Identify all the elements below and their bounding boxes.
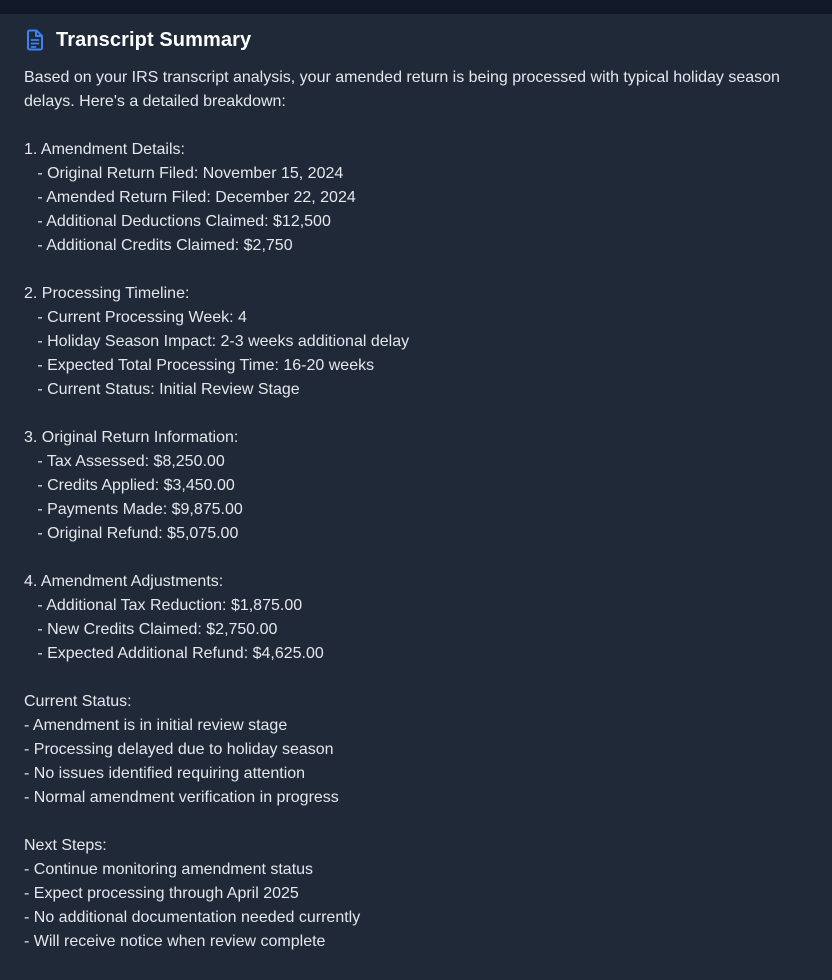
list-item: - Original Refund: $5,075.00 xyxy=(24,525,239,542)
list-item: - Amended Return Filed: December 22, 2024 xyxy=(24,189,356,206)
list-item: - Additional Credits Claimed: $2,750 xyxy=(24,237,293,254)
intro-paragraph: Based on your IRS transcript analysis, your amended return is being processed with typical holiday season delays. Here's a detailed breakdown: xyxy=(24,69,780,110)
list-item: - Tax Assessed: $8,250.00 xyxy=(24,453,225,470)
spacer xyxy=(24,114,814,138)
section-heading: 1. Amendment Details: xyxy=(24,141,185,158)
list-item: - Expect processing through April 2025 xyxy=(24,885,299,902)
list-item: - Payments Made: $9,875.00 xyxy=(24,501,243,518)
spacer xyxy=(24,810,814,834)
spacer xyxy=(24,402,814,426)
list-item: - New Credits Claimed: $2,750.00 xyxy=(24,621,278,638)
list-item: - Normal amendment verification in progress xyxy=(24,789,339,806)
list-item: - Expected Total Processing Time: 16-20 weeks xyxy=(24,357,375,374)
list-item: - Additional Deductions Claimed: $12,500 xyxy=(24,213,331,230)
section-heading: Next Steps: xyxy=(24,837,107,854)
summary-header xyxy=(24,26,251,54)
section-heading: Current Status: xyxy=(24,693,132,710)
list-item: - Current Status: Initial Review Stage xyxy=(24,381,300,398)
list-item: - No issues identified requiring attention xyxy=(24,765,306,782)
section-heading: 3. Original Return Information: xyxy=(24,429,239,446)
spacer xyxy=(24,546,814,570)
list-item: - Holiday Season Impact: 2-3 weeks additional delay xyxy=(24,333,410,350)
spacer xyxy=(24,258,814,282)
list-item: - Original Return Filed: November 15, 2024 xyxy=(24,165,344,182)
list-item: - Credits Applied: $3,450.00 xyxy=(24,477,235,494)
section-heading: 4. Amendment Adjustments: xyxy=(24,573,224,590)
spacer xyxy=(24,666,814,690)
transcript-summary-card xyxy=(0,14,832,980)
summary-body xyxy=(24,66,814,954)
list-item: - Current Processing Week: 4 xyxy=(24,309,247,326)
document-icon xyxy=(24,28,46,52)
list-item: - Processing delayed due to holiday season xyxy=(24,741,334,758)
top-bar xyxy=(0,0,832,14)
section-heading: 2. Processing Timeline: xyxy=(24,285,190,302)
list-item: - Will receive notice when review complete xyxy=(24,933,326,950)
list-item: - Amendment is in initial review stage xyxy=(24,717,288,734)
list-item: - Expected Additional Refund: $4,625.00 xyxy=(24,645,324,662)
list-item: - Additional Tax Reduction: $1,875.00 xyxy=(24,597,303,614)
page-title: Transcript Summary xyxy=(56,28,252,51)
list-item: - Continue monitoring amendment status xyxy=(24,861,314,878)
list-item: - No additional documentation needed currently xyxy=(24,909,361,926)
